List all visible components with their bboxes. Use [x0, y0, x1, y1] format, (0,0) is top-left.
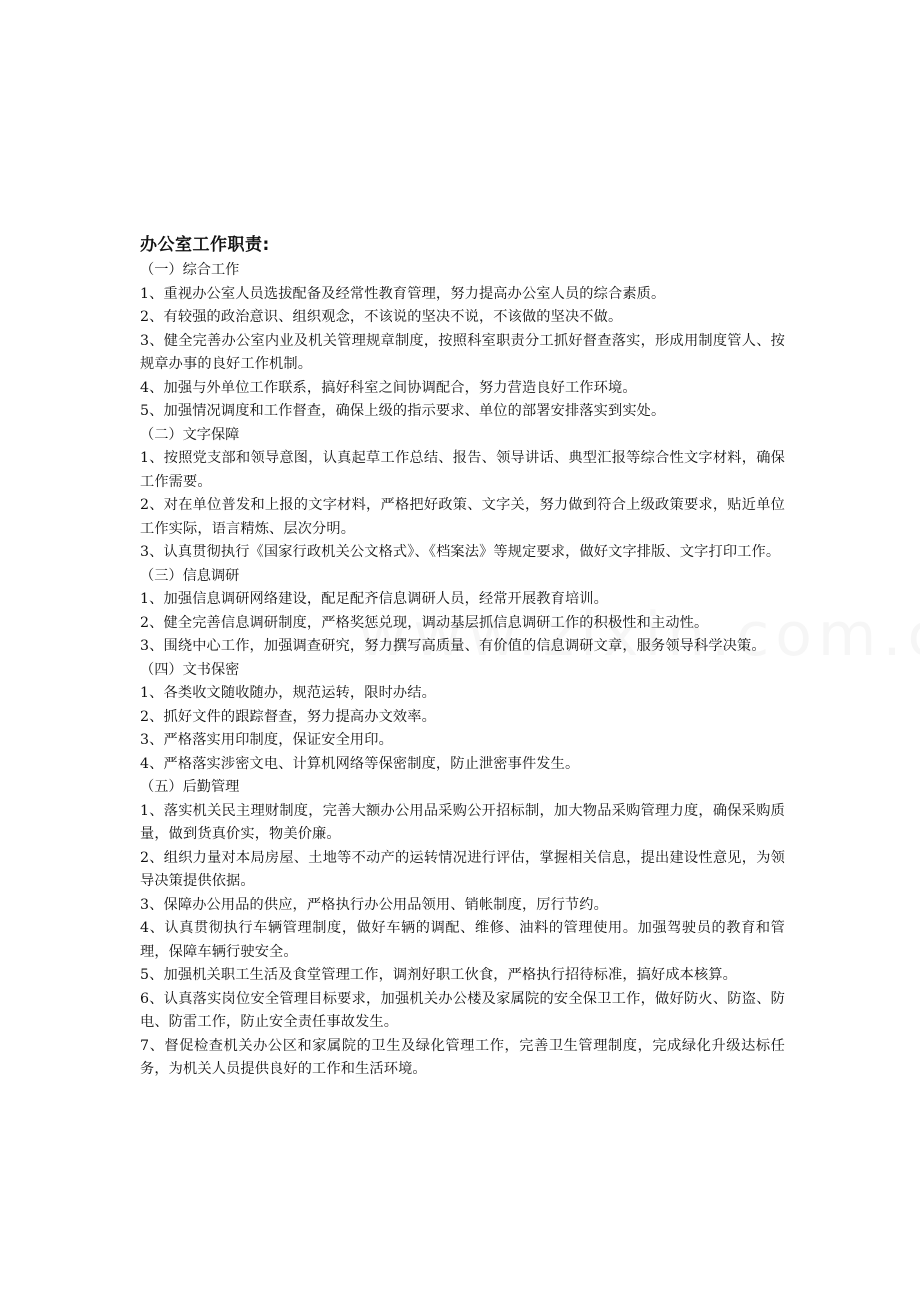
- list-item: 2、组织力量对本局房屋、土地等不动产的运转情况进行评估，掌握相关信息，提出建设性意见，为领导决策提供依据。: [140, 849, 785, 889]
- section-general: [140, 259, 785, 424]
- section-heading: （五）后勤管理: [140, 779, 240, 795]
- section-heading: （一）综合工作: [140, 262, 240, 278]
- list-item: 1、落实机关民主理财制度，完善大额办公用品采购公开招标制，加大物品采购管理力度，确保采购质量，做到货真价实，物美价廉。: [140, 802, 785, 842]
- list-item: 4、严格落实涉密文电、计算机网络等保密制度，防止泄密事件发生。: [140, 755, 580, 772]
- document-title: 办公室工作职责:: [140, 235, 270, 255]
- list-item: 3、认真贯彻执行《国家行政机关公文格式》、《档案法》等规定要求，做好文字排版、文字打印工作。: [140, 544, 781, 560]
- section-writing: [140, 424, 785, 565]
- list-item: 3、保障办公用品的供应，严格执行办公用品领用、销帐制度，厉行节约。: [140, 896, 608, 913]
- list-item: 4、加强与外单位工作联系，搞好科室之间协调配合，努力营造良好工作环境。: [140, 379, 637, 396]
- section-heading: （二）文字保障: [140, 426, 240, 443]
- section-logistics: [140, 776, 785, 1082]
- section-heading: （三）信息调研: [140, 567, 240, 584]
- list-item: 1、各类收文随收随办，规范运转，限时办结。: [140, 685, 436, 701]
- section-confidential: [140, 659, 785, 777]
- list-item: 1、重视办公室人员选拔配备及经常性教育管理，努力提高办公室人员的综合素质。: [140, 285, 666, 302]
- list-item: 6、认真落实岗位安全管理目标要求，加强机关办公楼及家属院的安全保卫工作，做好防火、防盗、防电、防雷工作，防止安全责任事故发生。: [140, 990, 785, 1030]
- list-item: 4、认真贯彻执行车辆管理制度，做好车辆的调配、维修、油料的管理使用。加强驾驶员的教育和管理，保障车辆行驶安全。: [140, 920, 785, 960]
- list-item: 2、对在单位普发和上报的文字材料，严格把好政策、文字关，努力做到符合上级政策要求，贴近单位工作实际，语言精炼、层次分明。: [140, 497, 785, 537]
- list-item: 2、健全完善信息调研制度，严格奖惩兑现，调动基层抓信息调研工作的积极性和主动性。: [140, 614, 709, 631]
- list-item: 3、严格落实用印制度，保证安全用印。: [140, 732, 393, 748]
- list-item: 7、督促检查机关办公区和家属院的卫生及绿化管理工作，完善卫生管理制度，完成绿化升级达标任务，为机关人员提供良好的工作和生活环境。: [140, 1037, 785, 1077]
- section-heading: （四）文书保密: [140, 661, 240, 678]
- list-item: 5、加强情况调度和工作督查，确保上级的指示要求、单位的部署安排落实到实处。: [140, 403, 666, 419]
- list-item: 2、有较强的政治意识、组织观念，不该说的坚决不说，不该做的坚决不做。: [140, 309, 623, 325]
- list-item: 3、围绕中心工作，加强调查研究，努力撰写高质量、有价值的信息调研文章，服务领导科学决策。: [140, 638, 766, 654]
- list-item: 2、抓好文件的跟踪督查，努力提高办文效率。: [140, 708, 436, 725]
- section-research: [140, 565, 785, 659]
- list-item: 3、健全完善办公室内业及机关管理规章制度，按照科室职责分工抓好督查落实，形成用制度管人、按规章办事的良好工作机制。: [140, 332, 785, 372]
- list-item: 5、加强机关职工生活及食堂管理工作，调剂好职工伙食，严格执行招待标准，搞好成本核算。: [140, 967, 738, 983]
- list-item: 1、加强信息调研网络建设，配足配齐信息调研人员，经常开展教育培训。: [140, 591, 608, 607]
- list-item: 1、按照党支部和领导意图，认真起草工作总结、报告、领导讲话、典型汇报等综合性文字材料，确保工作需要。: [140, 450, 785, 490]
- document-page: [140, 232, 785, 1082]
